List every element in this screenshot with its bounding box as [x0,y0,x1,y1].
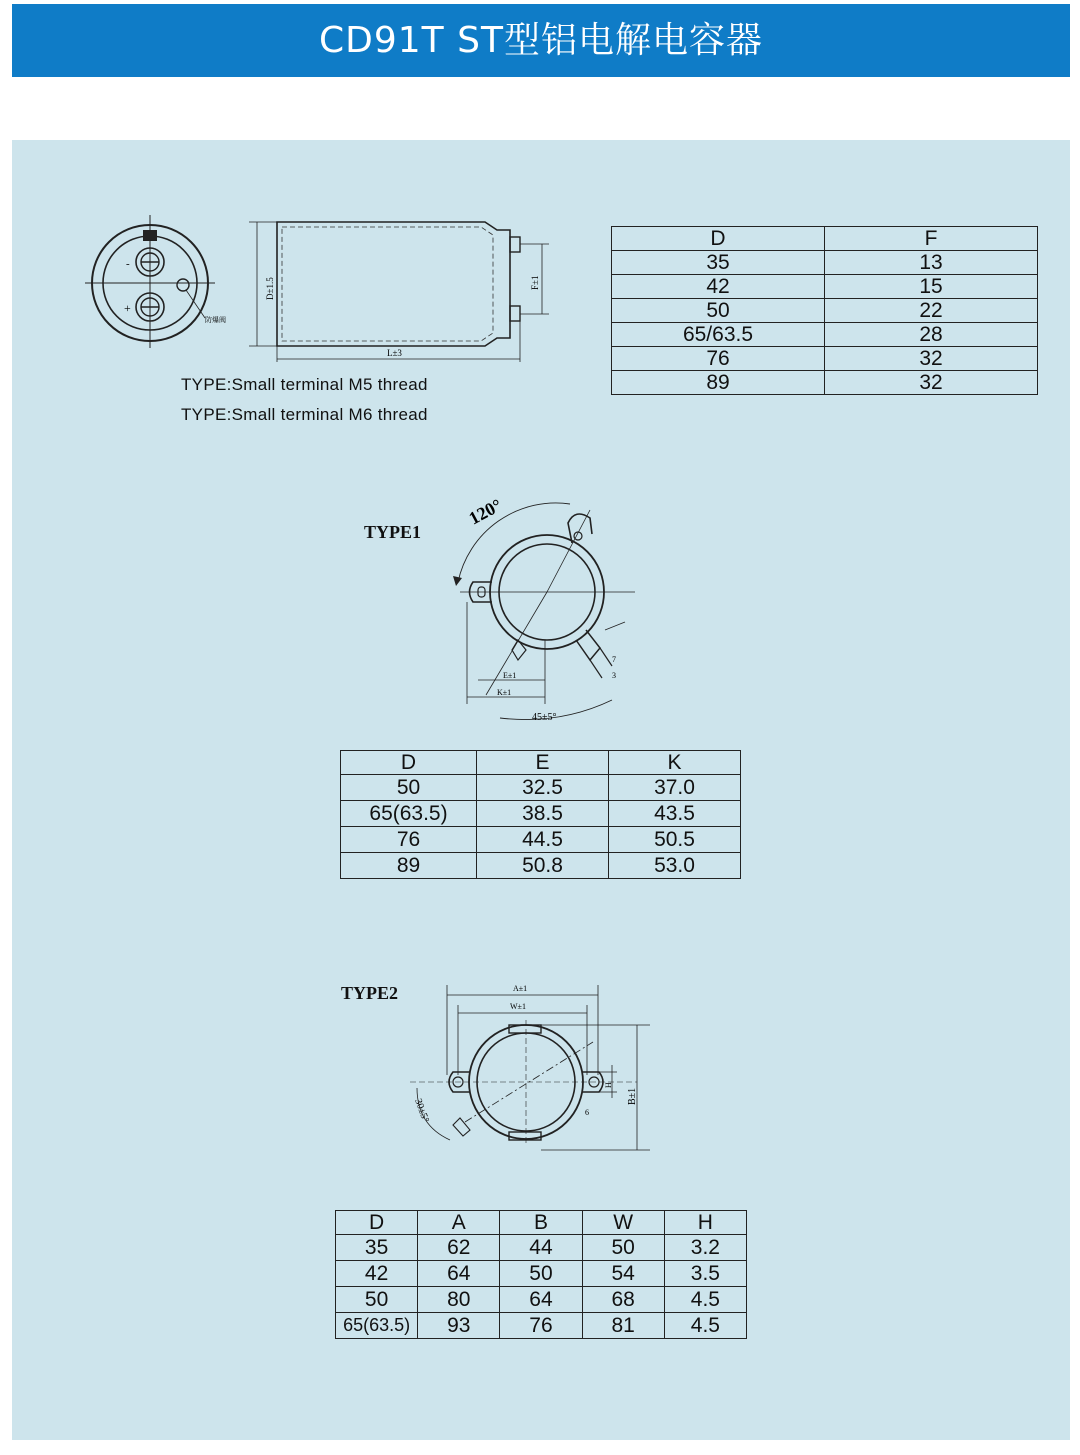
table-row [612,299,1038,323]
table-cell: 50 [336,1287,418,1313]
table-cell: 89 [341,853,477,879]
table-cell: 68 [582,1287,664,1313]
table-cell: 28 [825,323,1038,347]
table-cell: 38.5 [477,801,609,827]
table-cell: 76 [612,347,825,371]
terminal-minus-label: - [126,258,130,270]
table-cell: 65(63.5) [341,801,477,827]
header-cell: K [609,751,741,775]
table-cell: 50 [612,299,825,323]
type2-angle-label: 30±5° [412,1097,431,1125]
table-row [612,251,1038,275]
table-cell: 50.5 [609,827,741,853]
header-cell: D [336,1211,418,1235]
table-header-row [336,1211,747,1235]
header-cell: W [582,1211,664,1235]
table-header-row [612,227,1038,251]
table-cell: 42 [612,275,825,299]
table-cell: 32 [825,347,1038,371]
table-cell: 54 [582,1261,664,1287]
caption-m6: TYPE:Small terminal M6 thread [181,405,428,424]
table-cell: 81 [582,1313,664,1339]
table-row [341,801,741,827]
type1-mounting-clamp-drawing [440,490,640,735]
table-cell: 50.8 [477,853,609,879]
table-cell: 4.5 [664,1313,746,1339]
type1-angle-label: 120° [465,494,506,529]
capacitor-side-view-drawing [245,210,575,360]
table-cell: 3.2 [664,1235,746,1261]
f-dim-label: F±1 [530,275,540,290]
type1-k-label: K±1 [497,688,512,697]
table-cell: 44 [500,1235,582,1261]
type2-label: TYPE2 [341,983,399,1003]
page-title: CD91T ST型铝电解电容器 [319,20,763,61]
table-cell: 32 [825,371,1038,395]
table-row [336,1235,747,1261]
type1-three-label: 3 [612,671,616,680]
table-row [336,1261,747,1287]
type1-seven-label: 7 [612,655,616,664]
table-cell: 42 [336,1261,418,1287]
type2-six-label: 6 [585,1108,589,1117]
table-row [612,275,1038,299]
type2-table [335,1210,747,1339]
table-cell: 80 [418,1287,500,1313]
table-cell: 53.0 [609,853,741,879]
header-cell: A [418,1211,500,1235]
table-cell: 32.5 [477,775,609,801]
diameter-dim-label: D±1.5 [265,277,275,300]
table-cell: 44.5 [477,827,609,853]
table-cell: 35 [336,1235,418,1261]
table-cell: 65/63.5 [612,323,825,347]
table-cell: 76 [500,1313,582,1339]
type1-angle2-label: 45±5° [532,712,557,723]
table-cell: 89 [612,371,825,395]
table-cell: 3.5 [664,1261,746,1287]
type1-label: TYPE1 [364,522,422,542]
table-cell: 65(63.5) [336,1313,418,1339]
header-cell: D [612,227,825,251]
length-dim-label: L±3 [387,348,402,358]
header-cell: D [341,751,477,775]
table-cell: 22 [825,299,1038,323]
type2-w-label: W±1 [510,1002,526,1011]
header-cell: F [825,227,1038,251]
table-cell: 50 [500,1261,582,1287]
terminal-plus-label: + [124,301,131,315]
table-row [336,1313,747,1339]
type1-table [340,750,741,879]
header-cell: H [664,1211,746,1235]
type1-e-label: E±1 [503,671,517,680]
table-cell: 50 [341,775,477,801]
capacitor-top-view-drawing [80,210,226,350]
caption-m5: TYPE:Small terminal M5 thread [181,375,428,394]
table-cell: 64 [500,1287,582,1313]
table-row [612,347,1038,371]
table-cell: 43.5 [609,801,741,827]
table-cell: 35 [612,251,825,275]
table-header-row [341,751,741,775]
header-cell: E [477,751,609,775]
table-cell: 4.5 [664,1287,746,1313]
table-cell: 37.0 [609,775,741,801]
table-row [612,371,1038,395]
table-row [336,1287,747,1313]
table-cell: 50 [582,1235,664,1261]
page-header [12,4,1070,77]
table-row [612,323,1038,347]
table-cell: 64 [418,1261,500,1287]
d-f-table [611,226,1038,395]
vent-label: 防爆阀 [205,316,226,324]
table-cell: 13 [825,251,1038,275]
table-row [341,853,741,879]
table-row [341,827,741,853]
table-cell: 93 [418,1313,500,1339]
table-row [341,775,741,801]
table-cell: 15 [825,275,1038,299]
type2-b-label: B±1 [627,1087,638,1105]
type2-a-label: A±1 [513,984,528,993]
table-cell: 62 [418,1235,500,1261]
header-cell: B [500,1211,582,1235]
type2-mounting-clamp-drawing [405,980,655,1160]
type2-h-label: H [604,1082,613,1088]
table-cell: 76 [341,827,477,853]
